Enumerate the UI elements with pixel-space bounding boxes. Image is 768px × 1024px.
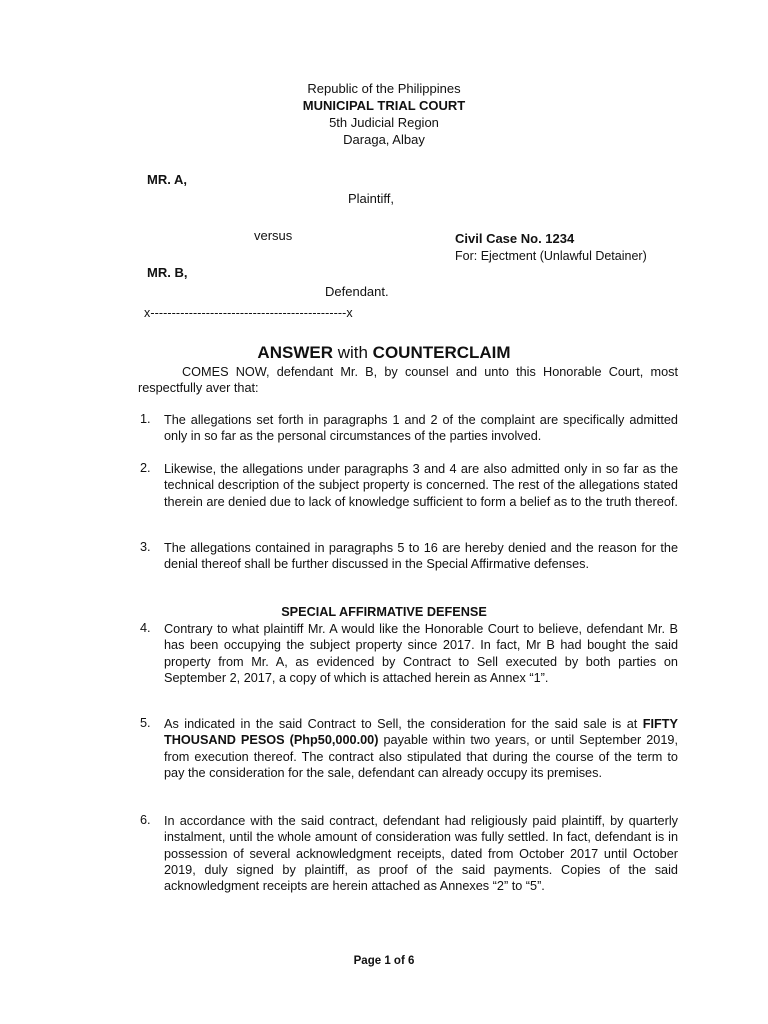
versus-text: versus <box>254 228 293 243</box>
paragraph-number: 1. <box>140 412 151 426</box>
defendant-label: Defendant. <box>325 284 389 299</box>
paragraph-number: 3. <box>140 540 151 554</box>
paragraph-5-text-before: As indicated in the said Contract to Sell, the consideration for the said sale is at <box>164 717 643 731</box>
paragraph-5 <box>164 716 678 781</box>
court-republic: Republic of the Philippines <box>307 81 461 96</box>
paragraph-number: 5. <box>140 716 151 730</box>
caption-separator: x----------------------------------------------x <box>144 306 353 320</box>
paragraph-number: 2. <box>140 461 151 475</box>
court-region: 5th Judicial Region <box>329 115 439 130</box>
plaintiff-name: MR. A, <box>147 172 187 187</box>
title-counterclaim: COUNTERCLAIM <box>372 343 511 362</box>
paragraph-5-amount: FIFTY THOUSAND PESOS (Php50,000.00) <box>164 717 678 748</box>
paragraph-2: Likewise, the allegations under paragraphs 3 and 4 are also admitted only in so far as the technical description of the subject property is concerned. The rest of the allegations stated therein are denied due to lack of knowledge sufficient to form a belief as to the truth thereof. <box>164 462 678 509</box>
paragraph-3: The allegations contained in paragraphs 5 to 16 are hereby denied and the reason for the denial thereof shall be further discussed in the Special Affirmative defenses. <box>164 541 678 572</box>
plaintiff-label: Plaintiff, <box>348 191 395 206</box>
defendant-name: MR. B, <box>147 265 188 280</box>
court-location: Daraga, Albay <box>343 132 425 147</box>
paragraph-5-text-after: payable within two years, or until September 2019, from execution thereof. The contract also stipulated that during the course of the term to pay the consideration for the sale, defendant can already occupy its premises. <box>164 733 678 780</box>
page-number: Page 1 of 6 <box>353 955 415 967</box>
case-nature: For: Ejectment (Unlawful Detainer) <box>455 249 647 263</box>
intro-paragraph: COMES NOW, defendant Mr. B, by counsel and unto this Honorable Court, most respectfully aver that: <box>138 365 678 396</box>
paragraph-number: 4. <box>140 621 151 635</box>
paragraph-number: 6. <box>140 813 151 827</box>
special-defense-heading: SPECIAL AFFIRMATIVE DEFENSE <box>281 605 487 619</box>
title-with: with <box>332 343 373 362</box>
paragraph-1: The allegations set forth in paragraphs 1 and 2 of the complaint are specifically admitted only in so far as the personal circumstances of the parties involved. <box>164 413 678 444</box>
paragraph-4: Contrary to what plaintiff Mr. A would like the Honorable Court to believe, defendant Mr. B has been occupying the subject property since 2017. In fact, Mr B had bought the said property from Mr. A, as evidenced by Contract to Sell executed by both parties on September 2, 2017, a copy of which is attached herein as Annex “1”. <box>164 622 678 685</box>
case-number: Civil Case No. 1234 <box>455 231 575 246</box>
title-answer: ANSWER <box>257 343 333 362</box>
court-name: MUNICIPAL TRIAL COURT <box>302 98 466 113</box>
document-title <box>0 343 768 363</box>
paragraph-6: In accordance with the said contract, defendant had religiously paid plaintiff, by quarterly instalment, until the whole amount of consideration was fully settled. In fact, defendant is in possession of several acknowledgment receipts, dated from October 2017 until October 2019, duly signed by plaintiff, as proof of the said payments. Copies of the said acknowledgment receipts are herein attached as Annexes “2” to “5”. <box>164 814 678 894</box>
